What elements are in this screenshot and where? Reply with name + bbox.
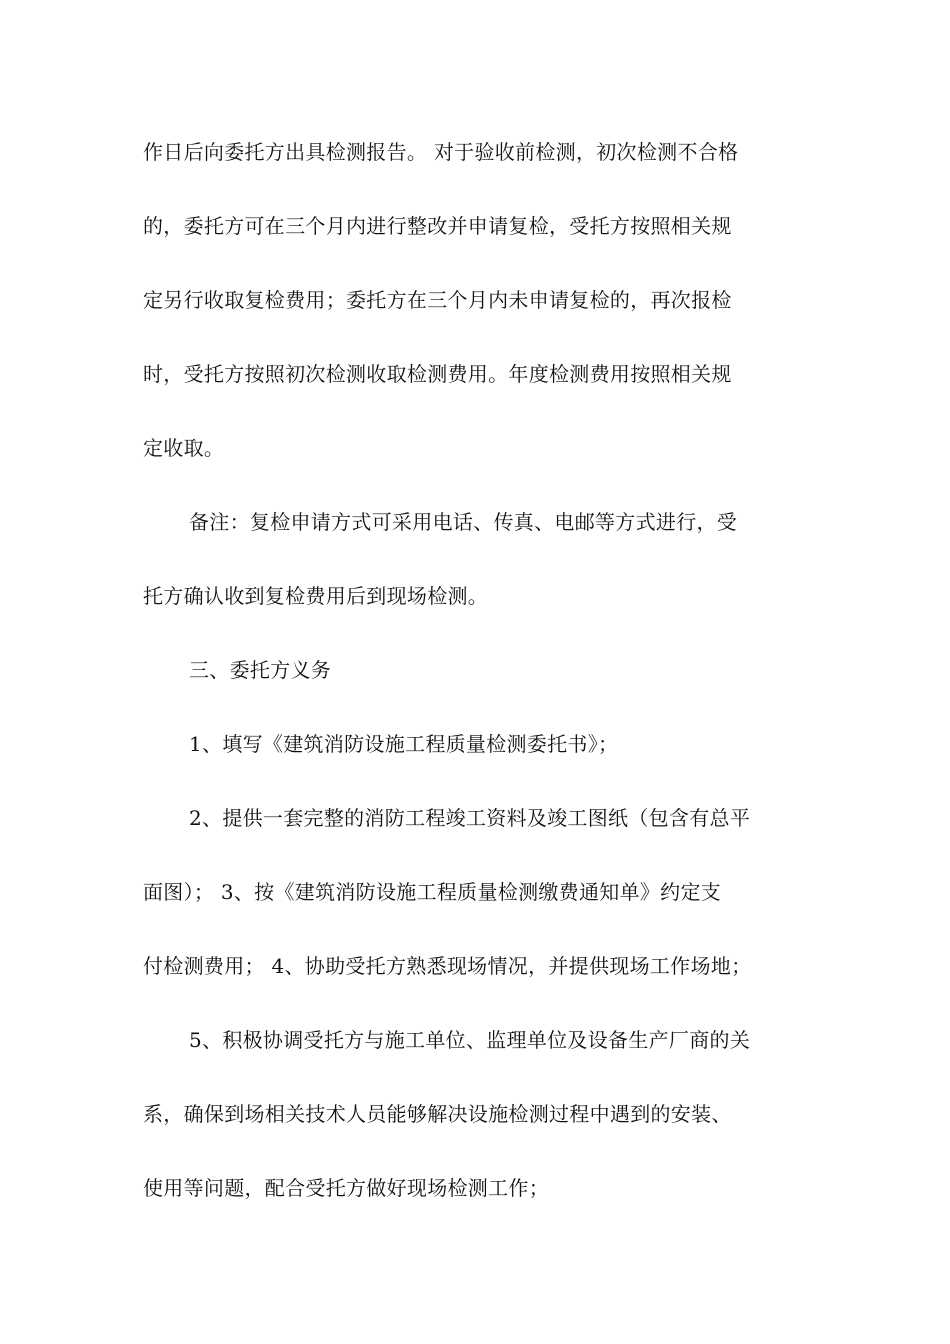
text-line-9-content: 1、填写《建筑消防设施工程质量检测委托书》； [189,732,619,756]
text-line-12-content: 付检测费用； 4、协助受托方熟悉现场情况，并提供现场工作场地； [143,954,752,978]
text-line-4-content: 时，受托方按照初次检测收取检测费用。年度检测费用按照相关规 [143,362,732,386]
text-line-3-content: 定另行收取复检费用；委托方在三个月内未申请复检的，再次报检 [143,288,732,312]
text-line-6-content: 备注：复检申请方式可采用电话、传真、电邮等方式进行，受 [189,510,738,534]
section-heading-content: 三、委托方义务 [189,658,332,682]
text-line-14-content: 系，确保到场相关技术人员能够解决设施检测过程中遇到的安装、 [143,1102,732,1126]
text-line-10-content: 2、提供一套完整的消防工程竣工资料及竣工图纸（包含有总平 [189,806,751,830]
text-line-13-content: 5、积极协调受托方与施工单位、监理单位及设备生产厂商的关 [189,1028,751,1052]
text-line-2-content: 的，委托方可在三个月内进行整改并申请复检，受托方按照相关规 [143,214,732,238]
text-line-1-content: 作日后向委托方出具检测报告。 对于验收前检测，初次检测不合格 [143,140,739,164]
text-line-7-content: 托方确认收到复检费用后到现场检测。 [143,584,489,608]
text-line-11-content: 面图）； 3、按《建筑消防设施工程质量检测缴费通知单》约定支 [143,880,722,904]
text-line-5-content: 定收取。 [143,436,225,460]
text-line-15-content: 使用等问题，配合受托方做好现场检测工作； [143,1176,549,1200]
